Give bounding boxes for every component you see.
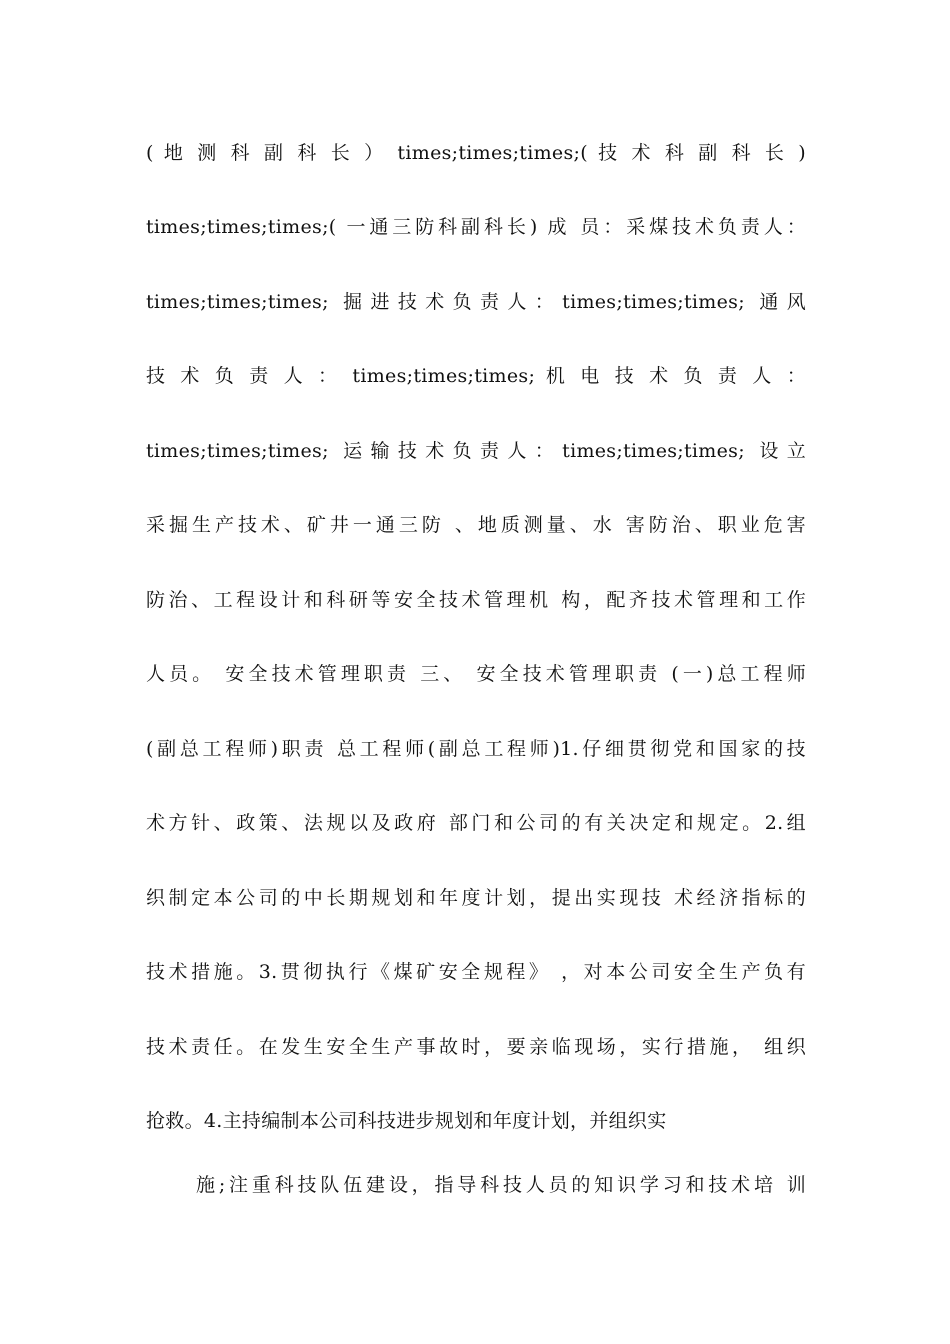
text-line-11: 织制定本公司的中长期规划和年度计划，提出实现技 术经济指标的 — [146, 887, 806, 909]
text-line-12: 技术措施。3.贯彻执行《煤矿安全规程》 ，对本公司安全生产负有 — [146, 961, 806, 983]
text-line-8: 人员。 安全技术管理职责 三、 安全技术管理职责 (一)总工程师 — [146, 663, 806, 685]
text-line-9: (副总工程师)职责 总工程师(副总工程师)1.仔细贯彻党和国家的技 — [146, 738, 806, 760]
text-line-1: ( 地 测 科 副 科 长 ） times;times;times;( 技 术 科 副 科 长 ) — [146, 142, 806, 164]
text-line-3: times;times;times; 掘进技术负责人：times;times;times; 通风 — [146, 291, 806, 313]
text-line-10: 术方针、政策、法规以及政府 部门和公司的有关决定和规定。2.组 — [146, 812, 806, 834]
text-line-13: 技术责任。在发生安全生产事故时，要亲临现场，实行措施， 组织 — [146, 1036, 806, 1058]
text-line-15: 施;注重科技队伍建设，指导科技人员的知识学习和技术培 训 — [196, 1174, 806, 1196]
text-line-5: times;times;times; 运输技术负责人：times;times;times; 设立 — [146, 440, 806, 462]
text-line-2: times;times;times;( 一通三防科副科长) 成 员：采煤技术负责人： — [146, 216, 806, 238]
text-line-14: 抢救。4.主持编制本公司科技进步规划和年度计划，并组织实 — [146, 1110, 667, 1132]
text-line-7: 防治、工程设计和科研等安全技术管理机 构，配齐技术管理和工作 — [146, 589, 806, 611]
text-line-4: 技 术 负 责 人 ： times;times;times; 机 电 技 术 负 责 人 ： — [146, 365, 806, 387]
text-line-6: 采掘生产技术、矿井一通三防 、地质测量、水 害防治、职业危害 — [146, 514, 806, 536]
